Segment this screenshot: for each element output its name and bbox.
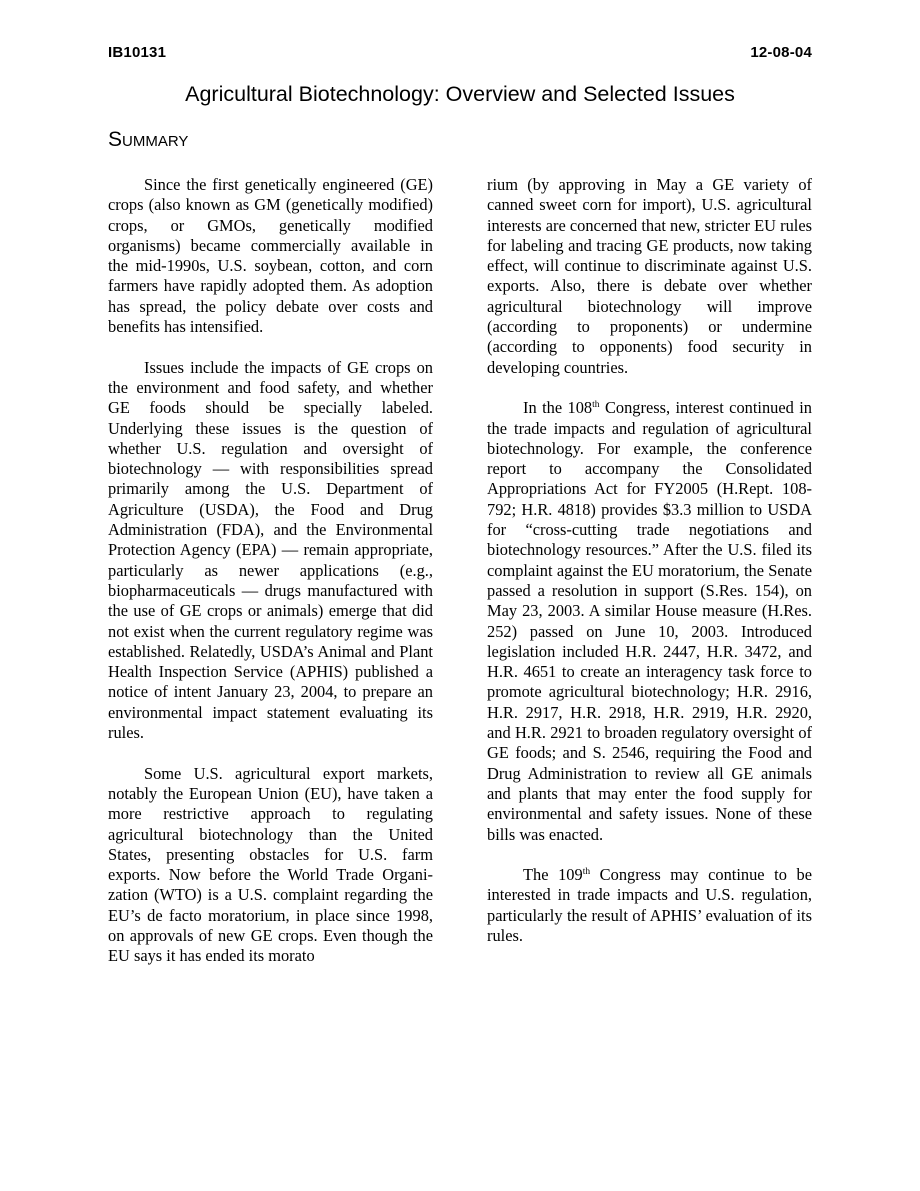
summary-paragraph-3-continued: rium (by approving in May a GE variety of canned sweet corn for import), U.S. agricultural interests are concerned that new, stricter EU rules for labeling and tracing GE products, now taking effect, will continue to discriminate against U.S. exports. Also, there is debate over whether agricultural biotechnology will improve (according to proponents) or undermine (according to opponents) food security in developing countries.	[487, 175, 812, 377]
right-column	[487, 175, 812, 967]
left-column	[108, 175, 433, 987]
paragraph-5-lead: The 109	[523, 865, 583, 885]
summary-paragraph-1: Since the first genetically engineered (GE) crops (also known as GM (genetically modified) crops, or GMOs, genetically modified organisms) became commercially available in the mid-1990s, U.S. soybean, cotton, and corn farmers have rapidly adopted them. As adoption has spread, the policy debate over costs and benefits has intensified.	[108, 175, 433, 337]
section-heading-summary: Summary	[108, 128, 189, 151]
ordinal-superscript: th	[582, 867, 591, 878]
document-id: IB10131	[108, 44, 167, 61]
summary-paragraph-2: Issues include the impacts of GE crops on the environment and food safety, and whether GE foods should be specially labeled. Underlying these issues is the question of whether U.S. regulation and oversight of biotechnology — with responsibilities spread primarily among the U.S. Department of Agriculture (USDA), the Food and Drug Administration (FDA), and the Environmental Protection Agency (EPA) — remain appropriate, particularly as newer applications (e.g., biopharmaceuticals — drugs manufactured with the use of GE crops or animals) emerge that did not exist when the current regulatory regime was established. Relatedly, USDA’s Animal and Plant Health Inspection Service (APHIS) published a notice of intent January 23, 2004, to prepare an environmental impact statement evaluating its rules.	[108, 357, 433, 743]
page-title: Agricultural Biotechnology: Overview and Selected Issues	[185, 82, 735, 106]
paragraph-4-body: Congress, interest continued in the trade impacts and regulation of agricultural biotechnology. For example, the conference report to accompany the Consolidated Appropriations Act for FY2005 (H.Rept. 108-792; H.R. 4818) provides $3.3 million to USDA for “cross-cutting trade negotiations and biotechnology resources.” After the U.S. filed its complaint against the EU moratorium, the Senate passed a resolution in support (S.Res. 154), on May 23, 2003. A similar House measure (H.Res. 252) passed on June 10, 2003. Introduced legislation included H.R. 2447, H.R. 3472, and H.R. 4651 to create an interagency task force to promote agricultural biotechnology; H.R. 2916, H.R. 2917, H.R. 2918, H.R. 2919, H.R. 2920, and H.R. 2921 to broaden regulatory oversight of GE foods; and S. 2546, requiring the Food and Drug Administration to review all GE animals and plants that may enter the food supply for environmental and safety issues. None of these bills was enacted.	[487, 398, 812, 844]
summary-paragraph-4	[487, 398, 812, 845]
paragraph-5-body: Congress may continue to be interested in trade impacts and U.S. regulation, particularly the result of APHIS’ evaluation of its rules.	[487, 865, 813, 945]
ordinal-superscript: th	[592, 400, 600, 411]
summary-paragraph-3: Some U.S. agricultural export markets, notably the European Union (EU), have taken a more restrictive approach to regulating agricultural biotechnology than the United States, presenting obstacles for U.S. farm exports. Now before the World Trade Organization (WTO) is a U.S. complaint regarding the EU’s de facto moratorium, in place since 1998, on approvals of new GE crops. Even though the EU says it has ended its morato	[108, 763, 433, 966]
document-date: 12-08-04	[750, 44, 812, 61]
paragraph-4-lead: In the 108	[523, 398, 593, 418]
summary-paragraph-5	[487, 865, 812, 946]
